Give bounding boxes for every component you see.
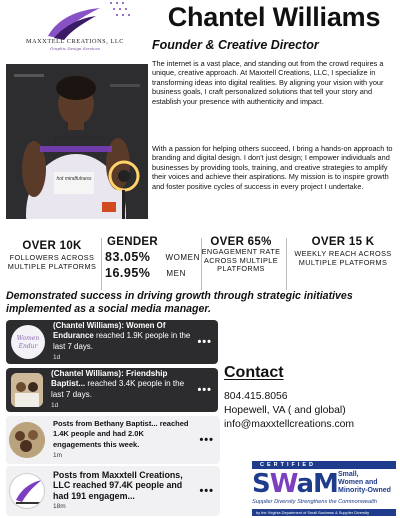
brush-swoosh-icon — [44, 6, 104, 42]
post-time: 18m — [53, 502, 66, 510]
post-time: 1d — [51, 401, 59, 409]
stat-reach-label: WEEKLY REACH ACROSS MULTIPLE PLATFORMS — [294, 249, 392, 267]
company-tagline: Graphic Design Services — [50, 46, 100, 51]
stat-gender — [103, 236, 200, 280]
post-title: Posts from Bethany Baptist... — [53, 418, 158, 428]
swam-logo: SWaM — [252, 469, 338, 499]
swam-footer: by the Virginia Department of Small Business & Supplier Diversity — [252, 509, 396, 516]
more-options-icon[interactable]: ••• — [199, 485, 214, 497]
divider — [101, 238, 102, 290]
swam-certification-badge — [250, 461, 398, 518]
post-text: reached 1.9K people in the last 7 days. — [53, 331, 191, 351]
profile-photo — [6, 64, 148, 219]
bio-paragraph-1: The internet is a vast place, and standing out from the crowd requires a unique, creative approach. At Maxxtell Creations, LLC, I specialize in transforming ideas into digital realities. By aligning your vision with your business goals, I craft personalized solutions that tell your story and establish your presence with authenticity and impact. — [152, 59, 384, 106]
svg-text:Women: Women — [16, 335, 40, 342]
post-time: 1m — [53, 451, 63, 459]
post-text: reached 97.4K people and had 191 engagem... — [53, 480, 183, 501]
stat-reach-value: OVER 15 K — [311, 236, 375, 248]
post-time: 1d — [53, 353, 61, 361]
stat-engagement-value: OVER 65% — [210, 236, 272, 248]
stat-reach — [290, 236, 396, 267]
company-name: MAXXTELL CREATIONS, LLC — [26, 38, 124, 45]
decorative-dots-icon — [110, 2, 140, 20]
post-card[interactable] — [6, 466, 220, 516]
women-percentage: 83.05% — [105, 250, 151, 264]
contact-phone[interactable]: 804.415.8056 — [224, 391, 288, 402]
stat-followers-label: FOLLOWERS ACROSS MULTIPLE PLATFORMS — [7, 253, 97, 271]
post-title: (Chantel Williams): Friendship Baptist... — [51, 368, 168, 389]
page-title: Chantel Williams — [167, 2, 381, 32]
stat-gender-title: GENDER — [107, 236, 159, 248]
swam-slogan: Supplier Diversity Strengthens the Commonwealth — [252, 499, 377, 505]
certified-label: CERTIFIED — [252, 461, 396, 469]
divider — [286, 238, 287, 290]
contact-heading: Contact — [224, 364, 284, 381]
women-label: WOMEN — [165, 252, 200, 262]
sign-text: hot mindfulness — [56, 176, 92, 182]
swam-line-2: Women and — [338, 479, 378, 486]
more-options-icon[interactable]: ••• — [197, 336, 212, 348]
post-thumbnail — [11, 373, 43, 407]
more-options-icon[interactable]: ••• — [197, 384, 212, 396]
more-options-icon[interactable]: ••• — [199, 434, 214, 446]
post-title: Posts from Maxxtell Creations, LLC — [53, 469, 183, 491]
demonstrated-success-text: Demonstrated success in driving growth through strategic initiatives implemented as a social media manager. — [6, 290, 353, 315]
men-label: MEN — [166, 268, 186, 278]
post-thumbnail — [11, 325, 45, 359]
post-title: (Chantel Williams): Women Of Endurance — [53, 320, 166, 341]
stat-engagement — [200, 236, 282, 274]
stat-followers — [6, 240, 98, 271]
bio-paragraph-2: With a passion for helping others succeed, I bring a hands-on approach to branding and digital design. I don't just design; I empower individuals and businesses by providing tools, training, and creative strategies to amplify their voices and achieve their aspirations. My mission is to inspire growth and foster positive cycles of success in every project I undertake. — [152, 144, 393, 191]
role-title: Founder & Creative Director — [152, 38, 319, 52]
contact-location: Hopewell, VA ( and global) — [224, 405, 346, 416]
swam-line-1: Small, — [338, 471, 359, 478]
shirt-text: $CEO,000,000 — [53, 134, 103, 143]
svg-text:Endur: Endur — [18, 343, 38, 350]
contact-email[interactable]: info@maxxtellcreations.com — [224, 419, 355, 430]
post-thumbnail — [9, 422, 45, 458]
post-card[interactable] — [6, 320, 218, 364]
swam-description — [338, 471, 391, 495]
post-card[interactable] — [6, 368, 218, 412]
swam-line-3: Minority-Owned — [338, 487, 391, 494]
post-text: reached 3.4K people in the last 7 days. — [51, 379, 185, 399]
men-percentage: 16.95% — [105, 266, 151, 280]
post-card[interactable] — [6, 416, 220, 464]
post-text: reached 1.4K people and had 2.0K engagements this week. — [53, 418, 189, 449]
stat-engagement-label: ENGAGEMENT RATE ACROSS MULTIPLE PLATFORMS — [201, 247, 281, 273]
stat-followers-value: OVER 10K — [22, 240, 82, 252]
post-thumbnail — [9, 473, 45, 509]
